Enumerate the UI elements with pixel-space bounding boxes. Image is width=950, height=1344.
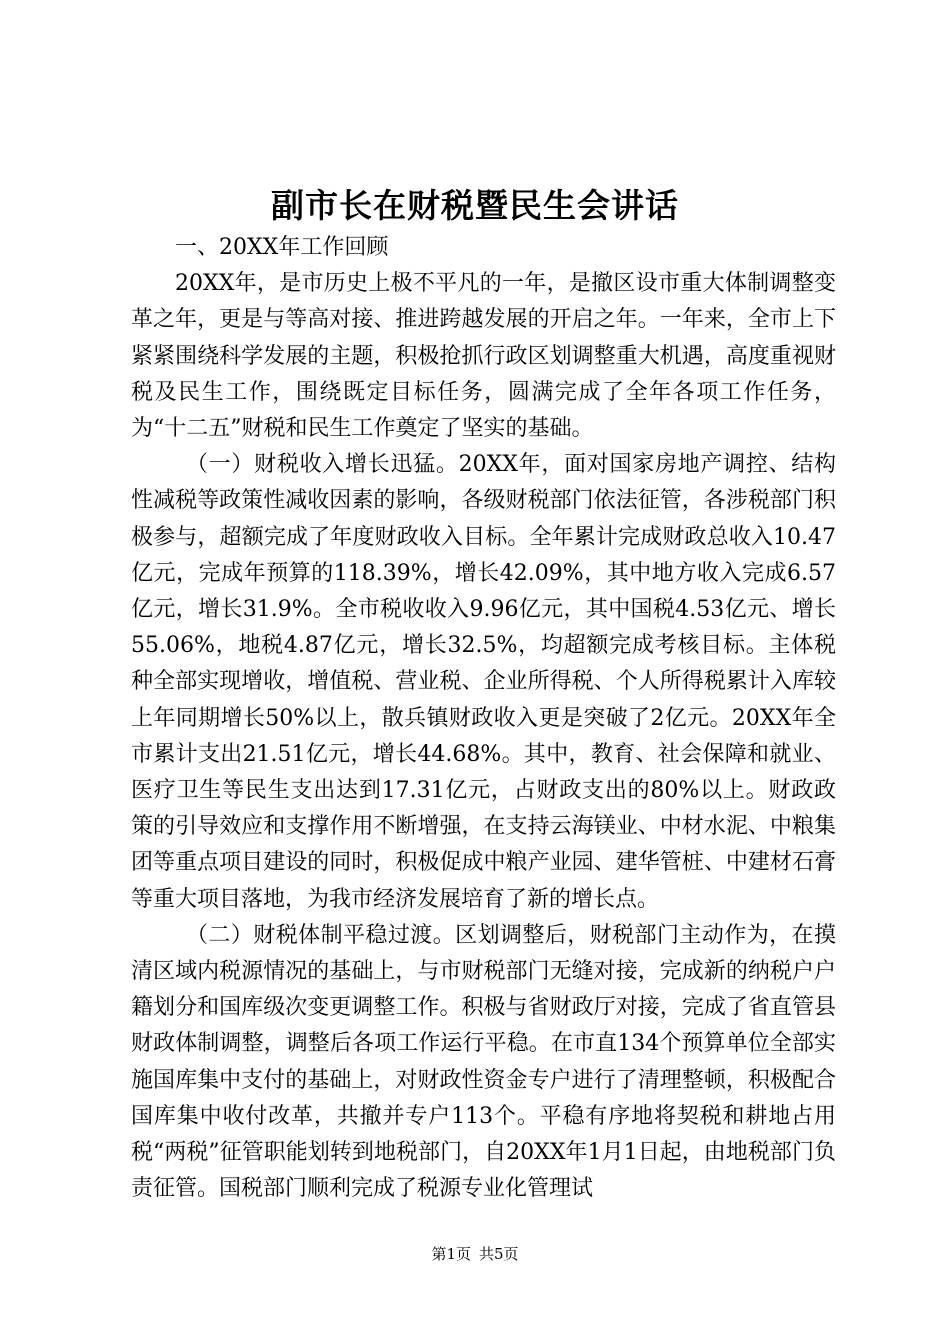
section-heading: 一、20XX年工作回顾 <box>175 235 389 260</box>
page-number: 第1页 <box>431 1245 471 1263</box>
page-total: 共5页 <box>479 1245 519 1263</box>
paragraph-fiscal-system: （二）财税体制平稳过渡。区划调整后，财税部门主动作为，在摸清区域内税源情况的基础上，与市财税部门无缝对接，完成新的纳税户户籍划分和国库级次变更调整工作。积极与省财政厅对接，完成了省直管县财政体制调整，调整后各项工作运行平稳。在市直134个预算单位全部实施国库集中支付的基础上，对财政性资金专户进行了清理整顿，积极配合国库集中收付改革，共撤并专户113个。平稳有序地将契税和耕地占用税“两税”征管职能划转到地税部门，自20XX年1月1日起，由地税部门负责征管。国税部门顺利完成了税源专业化管理试 <box>131 922 836 1202</box>
page-footer <box>0 1244 950 1264</box>
document-body <box>131 230 836 1207</box>
document-title: 副市长在财税暨民生会讲话 <box>271 186 679 225</box>
paragraph-fiscal-revenue: （一）财税收入增长迅猛。20XX年，面对国家房地产调控、结构性减税等政策性减收因素的影响，各级财税部门依法征管，各涉税部门积极参与，超额完成了年度财政收入目标。全年累计完成财政总收入10.47亿元，完成年预算的118.39%，增长42.09%，其中地方收入完成6.57亿元，增长31.9%。全市税收收入9.96亿元，其中国税4.53亿元、增长55.06%，地税4.87亿元，增长32.5%，均超额完成考核目标。主体税种全部实现增收，增值税、营业税、企业所得税、个人所得税累计入库较上年同期增长50%以上，散兵镇财政收入更是突破了2亿元。20XX年全市累计支出21.51亿元，增长44.68%。其中，教育、社会保障和就业、医疗卫生等民生支出达到17.31亿元，占财政支出的80%以上。财政政策的引导效应和支撑作用不断增强，在支持云海镁业、中材水泥、中粮集团等重点项目建设的同时，积极促成中粮产业园、建华管桩、中建材石膏等重大项目落地，为我市经济发展培育了新的增长点。 <box>131 452 836 912</box>
paragraph-intro: 20XX年，是市历史上极不平凡的一年，是撤区设市重大体制调整变革之年，更是与等高对接、推进跨越发展的开启之年。一年来，全市上下紧紧围绕科学发展的主题，积极抢抓行政区划调整重大机遇，高度重视财税及民生工作，围绕既定目标任务，圆满完成了全年各项工作任务，为“十二五”财税和民生工作奠定了坚实的基础。 <box>131 271 836 442</box>
